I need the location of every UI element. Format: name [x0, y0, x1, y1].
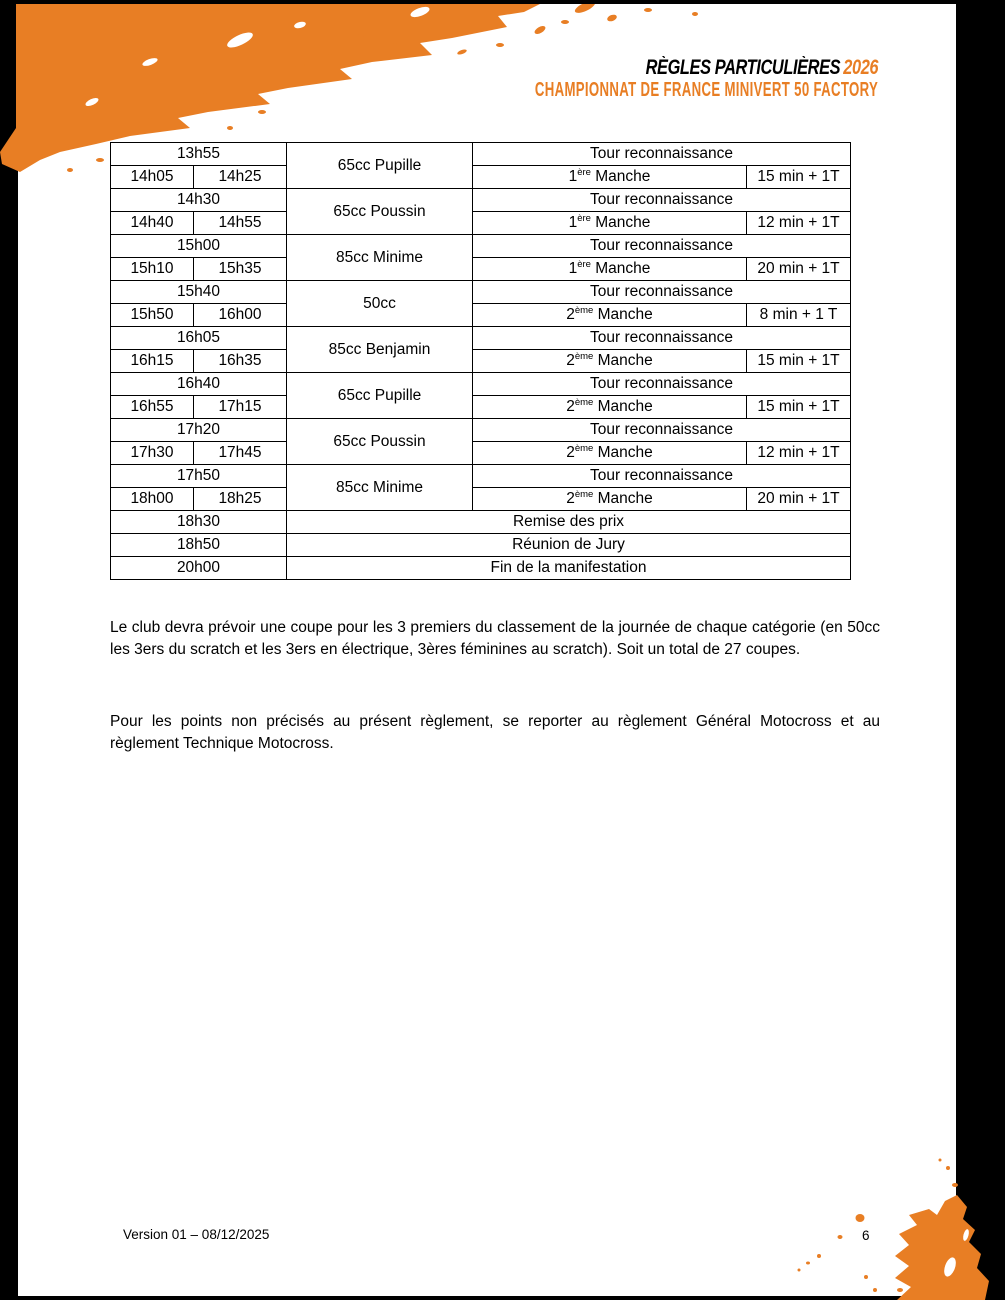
duration-cell: 12 min + 1T	[747, 442, 851, 465]
manche-cell: 2ème Manche	[473, 304, 747, 327]
event-cell: Tour reconnaissance	[473, 373, 851, 396]
category-cell: 65cc Poussin	[287, 419, 473, 465]
duration-cell: 12 min + 1T	[747, 212, 851, 235]
time-cell: 14h30	[111, 189, 287, 212]
manche-cell: 2ème Manche	[473, 350, 747, 373]
table-row	[111, 281, 851, 304]
start-time-cell: 18h00	[111, 488, 194, 511]
time-cell: 17h20	[111, 419, 287, 442]
table-row	[111, 373, 851, 396]
start-time-cell: 14h40	[111, 212, 194, 235]
category-cell: 85cc Benjamin	[287, 327, 473, 373]
event-cell: Tour reconnaissance	[473, 327, 851, 350]
end-time-cell: 16h35	[194, 350, 287, 373]
end-time-cell: 17h45	[194, 442, 287, 465]
time-cell: 16h05	[111, 327, 287, 350]
event-cell: Tour reconnaissance	[473, 281, 851, 304]
manche-cell: 2ème Manche	[473, 488, 747, 511]
table-row	[111, 465, 851, 488]
time-cell: 18h50	[111, 534, 287, 557]
event-cell: Tour reconnaissance	[473, 419, 851, 442]
end-time-cell: 14h25	[194, 166, 287, 189]
table-row	[111, 350, 851, 373]
time-cell: 16h40	[111, 373, 287, 396]
table-row	[111, 304, 851, 327]
end-time-cell: 15h35	[194, 258, 287, 281]
end-time-cell: 16h00	[194, 304, 287, 327]
table-row	[111, 166, 851, 189]
manche-cell: 1ère Manche	[473, 258, 747, 281]
table-row	[111, 212, 851, 235]
start-time-cell: 15h10	[111, 258, 194, 281]
time-cell: 18h30	[111, 511, 287, 534]
time-cell: 20h00	[111, 557, 287, 580]
manche-cell: 2ème Manche	[473, 442, 747, 465]
duration-cell: 15 min + 1T	[747, 350, 851, 373]
schedule-table	[110, 142, 851, 580]
manche-cell: 1ère Manche	[473, 166, 747, 189]
time-cell: 17h50	[111, 465, 287, 488]
event-cell: Tour reconnaissance	[473, 143, 851, 166]
manche-cell: 2ème Manche	[473, 396, 747, 419]
paragraph-cups: Le club devra prévoir une coupe pour les 3 premiers du classement de la journée de chaque catégorie (en 50cc les 3ers du scratch et les 3ers en électrique, 3ères féminines au scratch). Soit un total de 27 coupes.	[110, 619, 880, 658]
footer-page-number: 6	[862, 1228, 870, 1243]
time-cell: 13h55	[111, 143, 287, 166]
document-title	[645, 56, 878, 80]
table-row	[111, 143, 851, 166]
table-row	[111, 396, 851, 419]
event-cell: Remise des prix	[287, 511, 851, 534]
event-cell: Tour reconnaissance	[473, 465, 851, 488]
footer-version: Version 01 – 08/12/2025	[123, 1227, 270, 1242]
table-row	[111, 327, 851, 350]
table-row	[111, 442, 851, 465]
table-row	[111, 511, 851, 534]
title-text: RÈGLES PARTICULIÈRES	[645, 56, 840, 79]
table-row	[111, 534, 851, 557]
start-time-cell: 16h55	[111, 396, 194, 419]
table-row	[111, 557, 851, 580]
table-row	[111, 419, 851, 442]
duration-cell: 15 min + 1T	[747, 396, 851, 419]
start-time-cell: 14h05	[111, 166, 194, 189]
table-row	[111, 235, 851, 258]
category-cell: 85cc Minime	[287, 465, 473, 511]
duration-cell: 8 min + 1 T	[747, 304, 851, 327]
table-row	[111, 488, 851, 511]
end-time-cell: 14h55	[194, 212, 287, 235]
event-cell: Réunion de Jury	[287, 534, 851, 557]
end-time-cell: 18h25	[194, 488, 287, 511]
title-year: 2026	[843, 56, 878, 79]
event-cell: Tour reconnaissance	[473, 189, 851, 212]
time-cell: 15h00	[111, 235, 287, 258]
duration-cell: 15 min + 1T	[747, 166, 851, 189]
document-subtitle: CHAMPIONNAT DE FRANCE MINIVERT 50 FACTORY	[534, 79, 878, 101]
time-cell: 15h40	[111, 281, 287, 304]
event-cell: Tour reconnaissance	[473, 235, 851, 258]
start-time-cell: 17h30	[111, 442, 194, 465]
manche-cell: 1ère Manche	[473, 212, 747, 235]
start-time-cell: 16h15	[111, 350, 194, 373]
duration-cell: 20 min + 1T	[747, 488, 851, 511]
category-cell: 85cc Minime	[287, 235, 473, 281]
table-row	[111, 258, 851, 281]
start-time-cell: 15h50	[111, 304, 194, 327]
category-cell: 50cc	[287, 281, 473, 327]
category-cell: 65cc Pupille	[287, 143, 473, 189]
event-cell: Fin de la manifestation	[287, 557, 851, 580]
category-cell: 65cc Pupille	[287, 373, 473, 419]
paragraph-reference: Pour les points non précisés au présent règlement, se reporter au règlement Général Motocross et au règlement Technique Motocross.	[110, 713, 880, 752]
duration-cell: 20 min + 1T	[747, 258, 851, 281]
end-time-cell: 17h15	[194, 396, 287, 419]
table-row	[111, 189, 851, 212]
category-cell: 65cc Poussin	[287, 189, 473, 235]
